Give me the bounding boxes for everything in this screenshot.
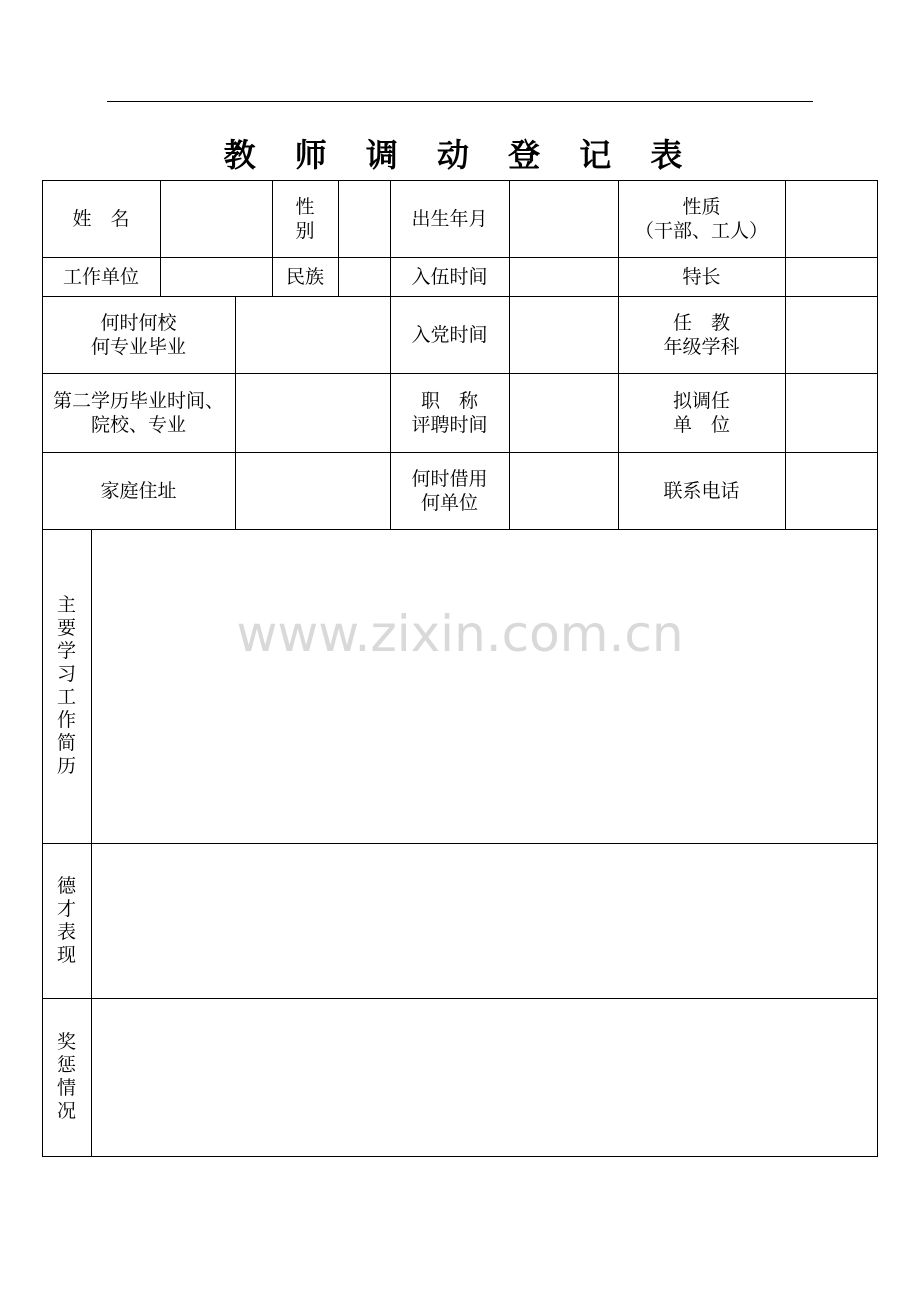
- specialty-value[interactable]: [785, 257, 877, 296]
- watermark: www.zixin.com.cn: [236, 605, 684, 663]
- phone-value[interactable]: [785, 452, 877, 529]
- party-label: 入党时间: [411, 323, 488, 346]
- second-degree-value[interactable]: [235, 373, 390, 452]
- address-value[interactable]: [235, 452, 390, 529]
- phone-label: 联系电话: [663, 479, 740, 502]
- work-unit-label: 工作单位: [62, 265, 139, 288]
- birth-value[interactable]: [509, 180, 618, 257]
- second-degree-label: 第二学历毕业时间、 院校、专业: [52, 389, 224, 436]
- teaching-value[interactable]: [785, 296, 877, 373]
- graduation-label: 何时何校 何专业毕业: [90, 311, 186, 358]
- name-label: 姓 名: [72, 207, 130, 230]
- gender-label: 性 别: [295, 195, 315, 242]
- enlist-value[interactable]: [509, 257, 618, 296]
- graduation-value[interactable]: [235, 296, 390, 373]
- resume-value[interactable]: [91, 529, 877, 843]
- form-title: 教 师 调 动 登 记 表: [223, 136, 697, 174]
- borrow-value[interactable]: [509, 452, 618, 529]
- birth-label: 出生年月: [411, 207, 488, 230]
- ethnicity-value[interactable]: [338, 257, 390, 296]
- resume-label: 主 要 学 习 工 作 简 历: [56, 594, 76, 777]
- work-unit-value[interactable]: [160, 257, 272, 296]
- transfer-unit-label: 拟调任 单 位: [672, 389, 730, 436]
- nature-value[interactable]: [785, 180, 877, 257]
- conduct-label: 德 才 表 现: [56, 874, 76, 966]
- gender-value[interactable]: [338, 180, 390, 257]
- nature-label: 性质 （干部、工人）: [634, 195, 768, 242]
- borrow-label: 何时借用 何单位: [411, 467, 488, 514]
- awards-value[interactable]: [91, 998, 877, 1156]
- conduct-value[interactable]: [91, 843, 877, 998]
- name-value[interactable]: [160, 180, 272, 257]
- awards-label: 奖 惩 情 况: [56, 1031, 76, 1122]
- header-rule: [107, 101, 813, 102]
- ethnicity-label: 民族: [285, 265, 324, 288]
- teaching-label: 任 教 年级学科: [663, 311, 740, 358]
- party-value[interactable]: [509, 296, 618, 373]
- table-border-bottom: [42, 1156, 878, 1157]
- professional-title-value[interactable]: [509, 373, 618, 452]
- enlist-label: 入伍时间: [411, 265, 488, 288]
- transfer-unit-value[interactable]: [785, 373, 877, 452]
- address-label: 家庭住址: [100, 479, 177, 502]
- specialty-label: 特长: [682, 265, 721, 288]
- professional-title-label: 职 称 评聘时间: [411, 389, 488, 436]
- table-border-right: [877, 180, 878, 1157]
